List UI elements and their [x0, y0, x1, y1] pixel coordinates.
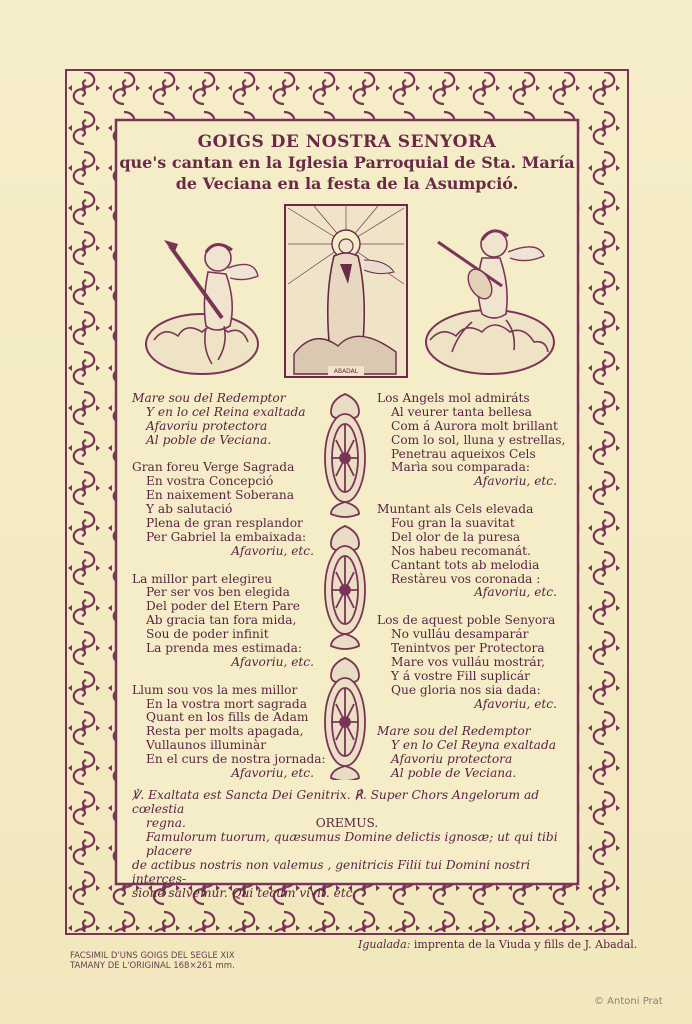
verse-line: Restàreu vos coronada :: [391, 571, 541, 586]
verse-line: Plena de gran resplandor: [146, 516, 303, 531]
verse-line: Vullaunos illuminàr: [146, 738, 267, 753]
copyright-credit: © Antoni Prat: [594, 996, 663, 1007]
verse-line: Y ab salutació: [146, 502, 233, 517]
verse-line: Del olor de la puresa: [391, 529, 521, 544]
verse-line: Afavoriu, etc.: [474, 585, 557, 600]
virgin-assumption-image: [284, 204, 408, 378]
verse-line: Y á vostre Fill suplicár: [391, 668, 530, 683]
verse-line: Mare sou del Redemptor: [377, 724, 531, 739]
verse-line: [377, 600, 557, 614]
verse-line: Ab gracia tan fora mida,: [146, 613, 297, 628]
verse-line: [132, 559, 314, 573]
verse-line: Per ser vos ben elegida: [146, 585, 290, 600]
verse-line: Afavoriu, etc.: [231, 543, 314, 558]
verse-line: Y en lo Cel Reyna exaltada: [391, 738, 557, 753]
printer-imprint: [358, 938, 637, 951]
verse-line: Al poble de Veciana.: [146, 432, 272, 447]
verse-line: Llum sou vos la mes millor: [132, 682, 298, 697]
verse-line: La prenda mes estimada:: [146, 641, 303, 656]
verse-line: Penetrau aqueixos Cels: [391, 446, 536, 461]
verse-line: En vostra Concepció: [146, 474, 274, 489]
verse-line: Quant en los fills de Adam: [146, 710, 309, 725]
oremus-block: [132, 816, 562, 900]
verse-line: Tenintvos per Protectora: [391, 641, 545, 656]
verse-line: Los Angels mol admiráts: [377, 391, 530, 405]
title-line-1: GOIGS DE NOSTRA SENYORA: [197, 132, 497, 152]
verse-line: Resta per molts apagada,: [146, 724, 304, 739]
verse-line: Afavoriu protectora: [146, 418, 268, 433]
verse-line: Afavoriu, etc.: [474, 474, 557, 489]
imprint-place: Igualada:: [358, 938, 411, 951]
oremus-heading: OREMUS.: [315, 816, 379, 830]
verse-line: No vulláu desamparár: [391, 627, 529, 642]
verse-line: Afavoriu protectora: [391, 752, 513, 767]
cherub-left-image: [140, 232, 264, 382]
verse-line: Que gloria nos sia dada:: [391, 682, 541, 697]
image-caption: ABADAL: [333, 368, 359, 375]
verse-line: Fou gran la suavitat: [391, 516, 515, 531]
verse-line: Los de aquest poble Senyora: [377, 613, 556, 628]
verse-line: Y en lo cel Reina exaltada: [146, 404, 306, 419]
verse-line: Afavoriu, etc.: [474, 696, 557, 711]
verse-line: Com á Aurora molt brillant: [391, 418, 558, 433]
verse-line: Muntant als Cels elevada: [377, 502, 534, 517]
title-line-3: de Veciana en la festa de la Asumpció.: [175, 174, 519, 193]
verse-line: Del poder del Etern Pare: [146, 599, 300, 614]
central-ornament-column: [314, 388, 376, 780]
verse-line: En naixement Soberana: [146, 488, 295, 503]
title-line-2: que's cantan en la Iglesia Parroquial de Sta. María: [119, 153, 575, 172]
facsimile-note-line-2: TAMANY DE L'ORIGINAL 168×261 mm.: [70, 961, 235, 971]
cherub-right-image: [420, 222, 560, 382]
verse-line: Mare vos vulláu mostrár,: [391, 654, 546, 669]
verse-line: Sou de poder infinit: [146, 627, 269, 642]
verse-line: Per Gabriel la embaixada:: [146, 529, 307, 544]
verse-line: [132, 448, 314, 462]
verse-line: Marìa sou comparada:: [391, 460, 530, 475]
oremus-line-2: de actibus nostris non valemus , genitricis Filii tui Domini nostri interces-: [132, 858, 531, 886]
verse-line: Mare sou del Redemptor: [132, 391, 286, 405]
verse-line: Al poble de Veciana.: [391, 766, 517, 781]
verse-line: En la vostra mort sagrada: [146, 696, 307, 711]
oremus-line-1: Famulorum tuorum, quæsumus Domine delictis ignosæ; ut qui tibi placere: [146, 830, 558, 858]
facsimile-note: [70, 951, 235, 971]
verse-line: Afavoriu, etc.: [231, 654, 314, 669]
versicle-line-2: regna.: [146, 816, 186, 830]
verse-line: [377, 489, 557, 503]
verse-line: Com lo sol, lluna y estrellas,: [391, 432, 566, 447]
verses-left-column: [132, 391, 326, 781]
verse-line: Gran foreu Verge Sagrada: [132, 460, 295, 475]
verse-line: [377, 711, 557, 725]
verse-line: Afavoriu, etc.: [231, 766, 314, 781]
verses-right-column: [377, 391, 566, 781]
verse-line: Al veurer tanta bellesa: [391, 404, 532, 419]
verse-line: En el curs de nostra jornada:: [146, 752, 326, 767]
imprint-printer: imprenta de la Viuda y fills de J. Abadal.: [410, 938, 638, 951]
verse-line: Cantant tots ab melodia: [391, 557, 540, 572]
oremus-line-3: sione salvemur. Qui tecum vivit. etc.: [132, 886, 357, 900]
verse-line: [132, 670, 314, 684]
versicle-line-1: ℣. Exaltata est Sancta Dei Genitrix. ℟. Super Chors Angelorum ad cœlestia: [132, 788, 540, 816]
verse-line: Nos habeu recomanát.: [391, 543, 531, 558]
facsimile-note-line-1: FACSIMIL D'UNS GOIGS DEL SEGLE XIX: [70, 951, 235, 961]
verse-line: La millor part elegireu: [132, 571, 273, 586]
